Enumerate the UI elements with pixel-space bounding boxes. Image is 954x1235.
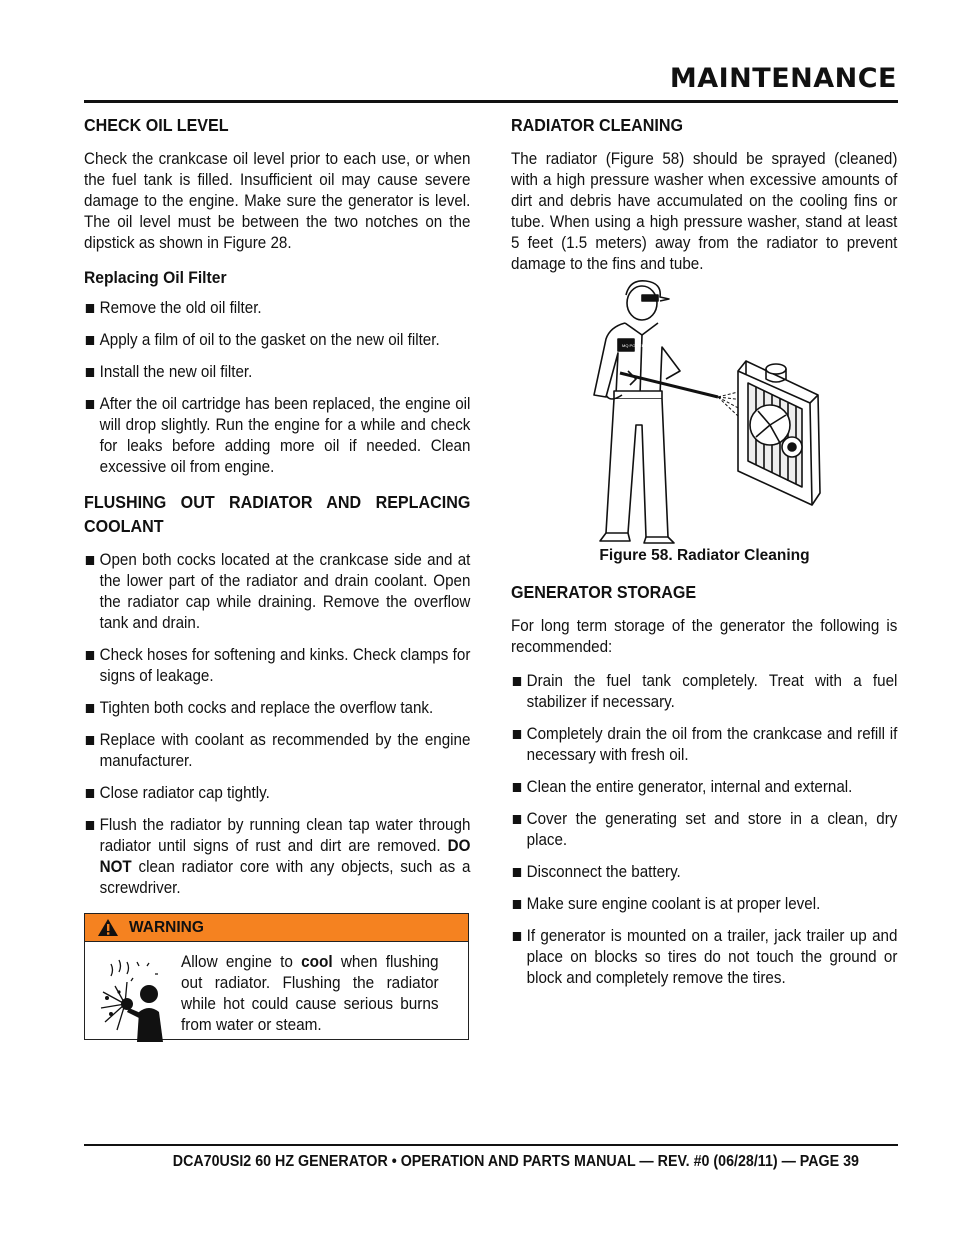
list-item: After the oil cartridge has been replaced, the engine oil will drop slightly. Run the engine for a while and check for leaks before adding more oil if needed. Clean excessive oil from engine. [84,394,470,478]
radiator-cleaning-heading: RADIATOR CLEANING [511,115,684,135]
list-item: Close radiator cap tightly. [84,783,470,804]
right-column-lower [511,580,898,1001]
bullet-square-icon [86,400,94,409]
warning-header [85,914,468,942]
radiator-cleaning-figure [570,275,830,545]
bullet-square-icon [86,368,94,377]
list-item: Clean the entire generator, internal and external. [511,777,897,798]
replacing-filter-heading: Replacing Oil Filter [84,268,227,287]
list-item: Open both cocks located at the crankcase side and at the lower part of the radiator and drain coolant. Open the radiator cap while draining. Remove the overflow tank and drain. [84,550,470,634]
flushing-list [84,550,470,899]
bullet-square-icon [86,651,94,660]
header-rule [84,100,898,103]
warning-box [84,913,469,1040]
bullet-square-icon [513,815,521,824]
generator-storage-text: For long term storage of the generator the following is recommended: [511,617,898,656]
bullet-square-icon [86,821,94,830]
list-item: Replace with coolant as recommended by the engine manufacturer. [84,730,470,772]
list-item: If generator is mounted on a trailer, jack trailer up and place on blocks so tires do not touch the ground or block and completely remove the tires. [511,926,897,989]
bullet-square-icon [513,677,521,686]
shirt-logo: MQ POWER [622,343,645,348]
hot-steam-burn-icon [97,952,167,1042]
bullet-square-icon [86,304,94,313]
warning-label: WARNING [129,918,204,936]
right-column [511,113,898,288]
page-footer: DCA70USI2 60 HZ GENERATOR • OPERATION AND PARTS MANUAL — REV. #0 (06/28/11) — PAGE 39 [172,1153,859,1170]
left-column [84,113,471,911]
list-item: Apply a film of oil to the gasket on the new oil filter. [84,330,470,351]
list-item: Check hoses for softening and kinks. Check clamps for signs of leakage. [84,645,470,687]
list-item: Tighten both cocks and replace the overflow tank. [84,698,470,719]
bullet-square-icon [513,932,521,941]
flushing-heading: FLUSHING OUT RADIATOR AND REPLACING COOLANT [84,492,471,536]
list-item: Disconnect the battery. [511,862,897,883]
replacing-filter-list [84,298,470,478]
warning-triangle-icon [97,918,119,937]
generator-storage-list [511,671,897,989]
list-item: Make sure engine coolant is at proper level. [511,894,897,915]
generator-storage-heading: GENERATOR STORAGE [511,582,697,602]
bullet-square-icon [86,704,94,713]
list-item: Cover the generating set and store in a clean, dry place. [511,809,897,851]
bullet-square-icon [513,868,521,877]
list-item: Drain the fuel tank completely. Treat with a fuel stabilizer if necessary. [511,671,897,713]
list-item: Completely drain the oil from the crankcase and refill if necessary with fresh oil. [511,724,897,766]
bullet-square-icon [513,730,521,739]
check-oil-text: Check the crankcase oil level prior to each use, or when the fuel tank is filled. Insufficient oil may cause severe damage to the engine. Make sure the generator is level. The oil level must be between the two notches on the dipstick as shown in Figure 28. [84,150,471,252]
check-oil-heading: CHECK OIL LEVEL [84,115,229,135]
bullet-square-icon [86,789,94,798]
bullet-square-icon [86,736,94,745]
warning-text: Allow engine to cool when flushing out radiator. Flushing the radiator while hot could cause serious burns from water or steam. [181,953,439,1034]
radiator-cleaning-text: The radiator (Figure 58) should be sprayed (cleaned) with a high pressure washer when excessive amounts of dirt and debris have accumulated on the cooling fins or tube. When using a high pressure washer, stand at least 5 feet (1.5 meters) away from the radiator to prevent damage to the fins and tube. [511,150,898,273]
footer-rule [84,1144,898,1146]
list-item: Install the new oil filter. [84,362,470,383]
bullet-square-icon [513,900,521,909]
list-item: Remove the old oil filter. [84,298,470,319]
page-title: MAINTENANCE [669,63,897,94]
bullet-square-icon [86,336,94,345]
figure-caption: Figure 58. Radiator Cleaning [599,547,810,564]
list-item: Flush the radiator by running clean tap water through radiator until signs of rust and dirt are removed. DO NOT clean radiator core with any objects, such as a screwdriver. [84,815,470,899]
bullet-square-icon [86,556,94,565]
bullet-square-icon [513,783,521,792]
